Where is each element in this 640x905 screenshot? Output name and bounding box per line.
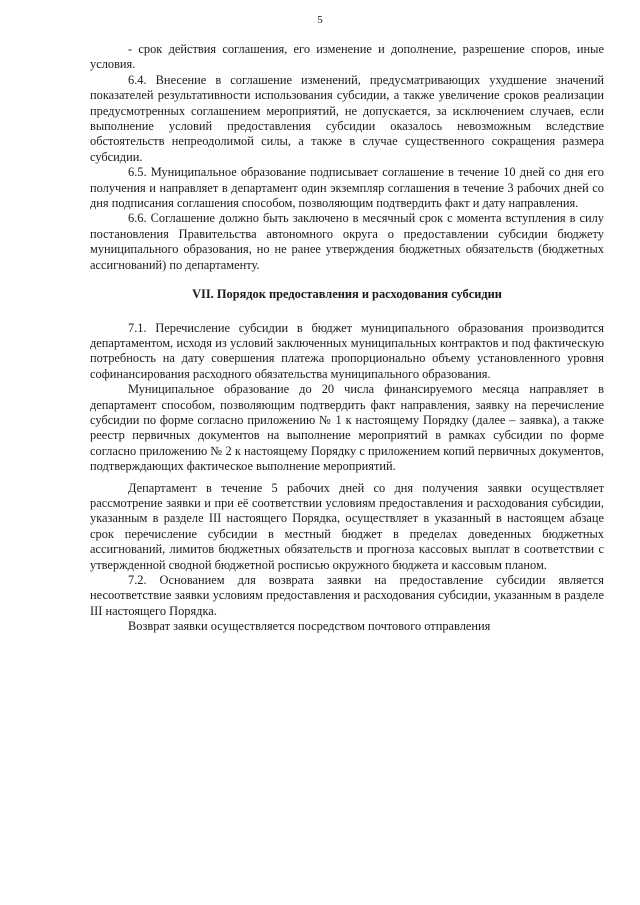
section-heading: VII. Порядок предоставления и расходования субсидии bbox=[192, 287, 502, 302]
paragraph-request-submission: Муниципальное образование до 20 числа финансируемого месяца направляет в департамент способом, позволяющим подтвердить факт направления, заявку на перечисление субсидии по форме согласно приложению № 1 к настоящему Порядку (далее – заявка), а также реестр первичных документов на выполнение мероприятий в рамках субсидии по форме согласно приложению № 2 к настоящему Порядку с приложением копий первичных документов, подтверждающих фактическое выполнение мероприятий. bbox=[90, 382, 604, 474]
paragraph-department-review: Департамент в течение 5 рабочих дней со дня получения заявки осуществляет рассмотрение заявки и при её соответствии условиям предоставления и расходования субсидии, указанным в разделе III настоящего Порядка, осуществляет в указанный в настоящем абзаце срок перечисление субсидии в местный бюджет в пределах доведенных бюджетных ассигнований, лимитов бюджетных обязательств и прогноза кассовых выплат в соответствии с утвержденной сводной бюджетной росписью окружного бюджета и кассовым планом. bbox=[90, 480, 604, 572]
paragraph-6-5: 6.5. Муниципальное образование подписывает соглашение в течение 10 дней со дня его получения и направляет в департамент один экземпляр соглашения в течение 3 рабочих дней со дня подписания соглашения способом, позволяющим подтвердить факт и дату направления. bbox=[90, 165, 604, 211]
document-body bbox=[90, 42, 604, 635]
paragraph-request-return: Возврат заявки осуществляется посредством почтового отправления bbox=[128, 619, 491, 634]
paragraph-7-1: 7.1. Перечисление субсидии в бюджет муниципального образования производится департаментом, исходя из условий заключенных муниципальных контрактов и под фактическую потребность на дату совершения платежа пропорционально объему установленного уровня софинансирования расходного обязательства муниципального образования. bbox=[90, 320, 604, 381]
paragraph-contract-terms: - срок действия соглашения, его изменение и дополнение, разрешение споров, иные условия. bbox=[90, 42, 604, 72]
paragraph-7-2: 7.2. Основанием для возврата заявки на предоставление субсидии является несоответствие заявки условиям предоставления и расходования субсидии, указанным в разделе III настоящего Порядка. bbox=[90, 573, 604, 618]
page-number: 5 bbox=[317, 14, 323, 26]
paragraph-6-4: 6.4. Внесение в соглашение изменений, предусматривающих ухудшение значений показателей результативности использования субсидии, а также увеличение сроков реализации предусмотренных соглашением мероприятий, не допускается, за исключением случаев, если выполнение условий предоставления субсидии оказалось невозможным вследствие обстоятельств непреодолимой силы, а также в случае существенного сокращения размера субсидии. bbox=[90, 72, 604, 164]
paragraph-6-6: 6.6. Соглашение должно быть заключено в месячный срок с момента вступления в силу постановления Правительства автономного округа о предоставлении субсидии бюджету муниципального образования, но не ранее утверждения бюджетных обязательств (бюджетных ассигнований) по департаменту. bbox=[90, 211, 604, 272]
